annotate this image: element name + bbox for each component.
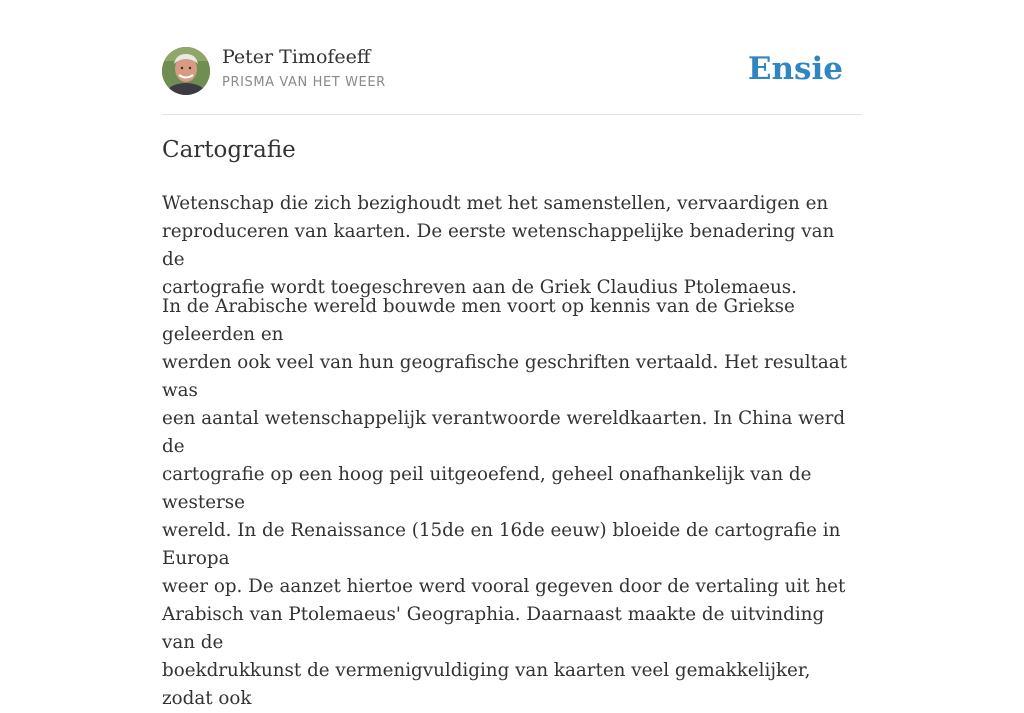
paragraph-line: In de Arabische wereld bouwde men voort op kennis van de Griekse geleerden en	[162, 296, 795, 345]
paragraph-line: boekdrukkunst de vermenigvuldiging van kaarten veel gemakkelijker, zodat ook	[162, 660, 811, 709]
publication-name[interactable]: PRISMA VAN HET WEER	[222, 75, 386, 90]
paragraph-line: cartografie wordt toegeschreven aan de Griek Claudius Ptolemaeus.	[162, 277, 797, 298]
paragraph-line: weer op. De aanzet hiertoe werd vooral gegeven door de vertaling uit het	[162, 576, 846, 597]
paragraph-line: cartografie op een hoog peil uitgeoefend, geheel onafhankelijk van de westerse	[162, 464, 812, 513]
article-title: Cartografie	[162, 137, 296, 163]
paragraph-line: Arabisch van Ptolemaeus' Geographia. Daarnaast maakte de uitvinding van de	[162, 604, 825, 653]
paragraph-line: wereld. In de Renaissance (15de en 16de eeuw) bloeide de cartografie in Europa	[162, 520, 841, 569]
paragraph-line: een aantal wetenschappelijk verantwoorde wereldkaarten. In China werd de	[162, 408, 846, 457]
ensie-logo[interactable]: Ensie	[747, 51, 843, 87]
article-paragraph	[162, 190, 862, 302]
avatar-image	[162, 47, 210, 95]
article-paragraph	[162, 293, 862, 713]
paragraph-line: werden ook veel van hun geografische geschriften vertaald. Het resultaat was	[162, 352, 848, 401]
paragraph-line: reproduceren van kaarten. De eerste wetenschappelijke benadering van de	[162, 221, 835, 270]
author-name[interactable]: Peter Timofeeff	[222, 46, 371, 68]
paragraph-line: Wetenschap die zich bezighoudt met het samenstellen, vervaardigen en	[162, 193, 829, 214]
author-avatar[interactable]	[162, 47, 210, 95]
author-header	[162, 46, 862, 115]
